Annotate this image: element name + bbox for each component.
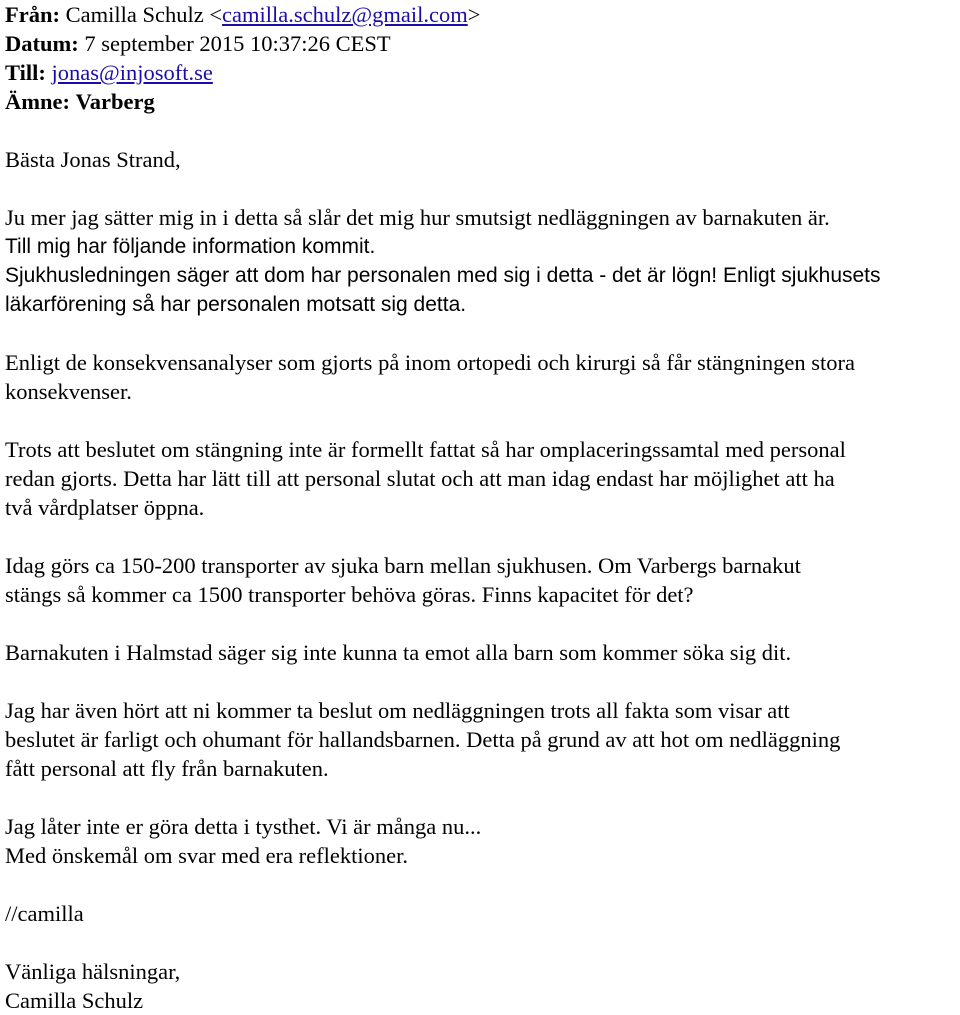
to-line [5, 58, 960, 87]
paragraph-4-line: stängs så kommer ca 1500 transporter behöva göras. Finns kapacitet för det? [5, 582, 694, 607]
paragraph-5 [5, 638, 960, 667]
from-email-close: > [467, 2, 481, 27]
signoff-short: //camilla [5, 901, 84, 926]
paragraph-4-line: Idag görs ca 150-200 transporter av sjuka barn mellan sjukhusen. Om Varbergs barnakut [5, 553, 801, 578]
paragraph-3 [5, 435, 960, 522]
paragraph-3-line: redan gjorts. Detta har lätt till att personal slutat och att man idag endast har möjlighet att ha [5, 466, 835, 491]
paragraph-7-line: Med önskemål om svar med era reflektioner. [5, 843, 408, 868]
paragraph-6-line: Jag har även hört att ni kommer ta beslut om nedläggningen trots all fakta som visar att [5, 698, 790, 723]
date-line [5, 29, 960, 58]
subject-label: Ämne: [5, 89, 70, 114]
to-email-link[interactable]: jonas@injosoft.se [51, 60, 213, 85]
closing-line: Vänliga hälsningar, [5, 959, 181, 984]
from-name: Camilla Schulz < [65, 2, 223, 27]
paragraph-5-line: Barnakuten i Halmstad säger sig inte kunna ta emot alla barn som kommer söka sig dit. [5, 640, 792, 665]
paragraph-1-line: Sjukhusledningen säger att dom har personalen med sig i detta - det är lögn! Enligt sjukhusets [5, 264, 881, 287]
signature-name: Camilla Schulz [5, 988, 144, 1013]
paragraph-6-line: fått personal att fly från barnakuten. [5, 756, 329, 781]
subject-line [5, 87, 960, 116]
to-label: Till: [5, 60, 46, 85]
paragraph-2-line: konsekvenser. [5, 379, 132, 404]
from-label: Från: [5, 2, 60, 27]
greeting: Bästa Jonas Strand, [5, 147, 181, 172]
paragraph-1 [5, 203, 960, 319]
paragraph-7-line: Jag låter inte er göra detta i tysthet. Vi är många nu... [5, 814, 482, 839]
paragraph-3-line: Trots att beslutet om stängning inte är formellt fattat så har omplaceringssamtal med personal [5, 437, 846, 462]
date-label: Datum: [5, 31, 79, 56]
email-header [5, 0, 960, 116]
closing [5, 957, 960, 1015]
subject-value: Varberg [75, 89, 155, 114]
paragraph-6 [5, 696, 960, 783]
paragraph-6-line: beslutet är farligt och ohumant för hallandsbarnen. Detta på grund av att hot om nedläggning [5, 727, 841, 752]
paragraph-4 [5, 551, 960, 609]
email-document [5, 0, 960, 1015]
from-email-link[interactable]: camilla.schulz@gmail.com [222, 2, 468, 27]
paragraph-7 [5, 812, 960, 870]
paragraph-3-line: två vårdplatser öppna. [5, 495, 205, 520]
paragraph-2-line: Enligt de konsekvensanalyser som gjorts på inom ortopedi och kirurgi så får stängningen stora [5, 350, 856, 375]
paragraph-1-line: Till mig har följande information kommit. [5, 235, 376, 258]
paragraph-1-line: Ju mer jag sätter mig in i detta så slår det mig hur smutsigt nedläggningen av barnakuten är. [5, 205, 830, 230]
paragraph-1-line: läkarförening så har personalen motsatt sig detta. [5, 293, 467, 316]
date-value: 7 september 2015 10:37:26 CEST [84, 31, 391, 56]
paragraph-2 [5, 348, 960, 406]
from-line [5, 0, 960, 29]
